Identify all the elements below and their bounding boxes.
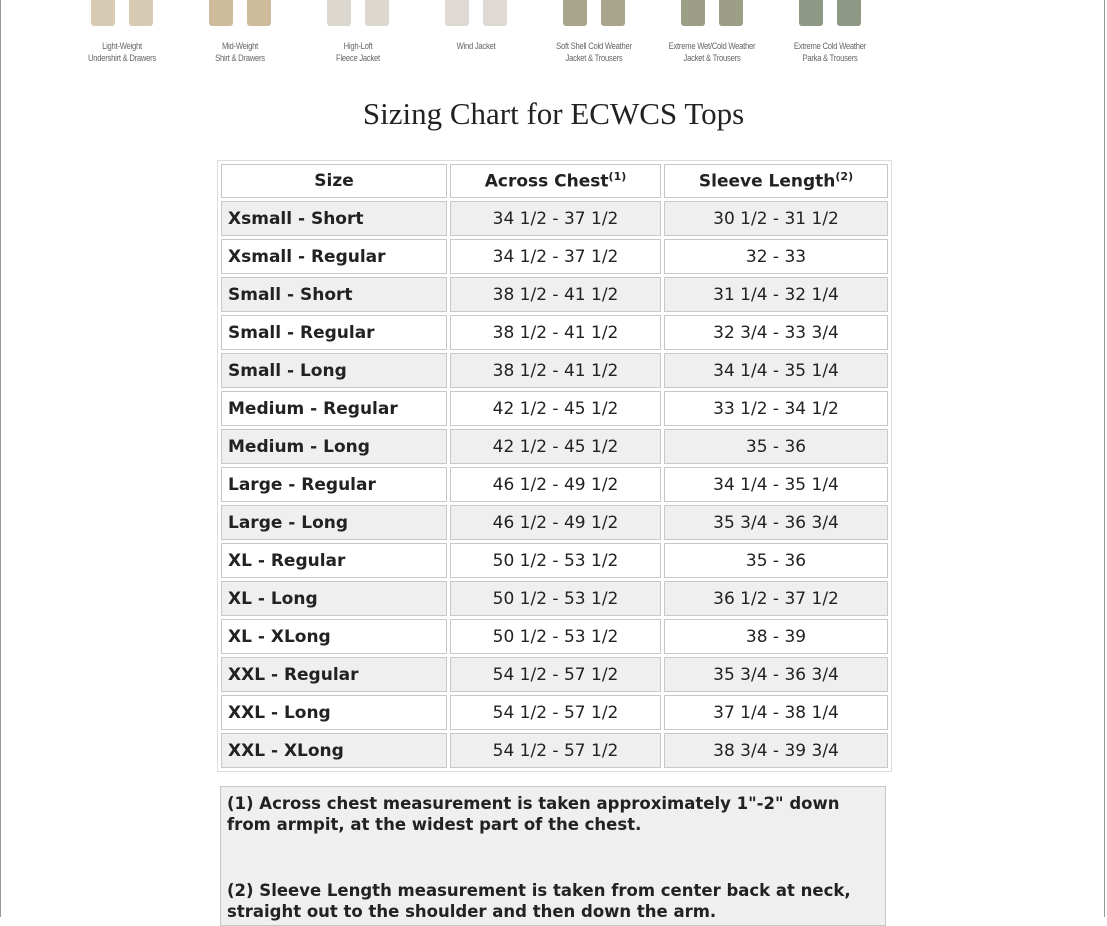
- table-row: [221, 429, 888, 464]
- garment-image: [417, 0, 535, 26]
- size-cell: Medium - Regular: [221, 391, 447, 426]
- chest-cell: 42 1/2 - 45 1/2: [450, 391, 661, 426]
- size-cell: Large - Long: [221, 505, 447, 540]
- table-row: [221, 353, 888, 388]
- size-cell: Small - Regular: [221, 315, 447, 350]
- garment-image: [63, 0, 181, 26]
- footnote-2: (2) Sleeve Length measurement is taken from center back at neck, straight out to the shoulder and then down the arm.: [227, 881, 851, 921]
- garment-caption: Wind Jacket: [456, 41, 496, 51]
- size-cell: XL - Regular: [221, 543, 447, 578]
- chest-cell: 54 1/2 - 57 1/2: [450, 733, 661, 768]
- garment-caption: Extreme Cold Weather Parka & Trousers: [793, 41, 867, 63]
- sleeve-cell: 35 3/4 - 36 3/4: [664, 505, 888, 540]
- chest-cell: 34 1/2 - 37 1/2: [450, 239, 661, 274]
- sleeve-cell: 35 - 36: [664, 429, 888, 464]
- chest-cell: 46 1/2 - 49 1/2: [450, 467, 661, 502]
- size-cell: XXL - Regular: [221, 657, 447, 692]
- sleeve-cell: 38 - 39: [664, 619, 888, 654]
- chest-cell: 50 1/2 - 53 1/2: [450, 543, 661, 578]
- chest-cell: 42 1/2 - 45 1/2: [450, 429, 661, 464]
- table-row: [221, 201, 888, 236]
- chest-cell: 38 1/2 - 41 1/2: [450, 353, 661, 388]
- size-cell: XXL - XLong: [221, 733, 447, 768]
- size-cell: Xsmall - Short: [221, 201, 447, 236]
- size-cell: Small - Short: [221, 277, 447, 312]
- chest-cell: 46 1/2 - 49 1/2: [450, 505, 661, 540]
- chest-cell: 50 1/2 - 53 1/2: [450, 619, 661, 654]
- garment-image: [299, 0, 417, 26]
- garment-image: [181, 0, 299, 26]
- garment-image: [535, 0, 653, 26]
- sleeve-cell: 31 1/4 - 32 1/4: [664, 277, 888, 312]
- garment-caption: Soft Shell Cold Weather Jacket & Trousers: [556, 41, 632, 63]
- table-row: [221, 277, 888, 312]
- garment-layers: [63, 0, 889, 64]
- table-row: [221, 467, 888, 502]
- sleeve-cell: 33 1/2 - 34 1/2: [664, 391, 888, 426]
- garment-caption: High-Loft Fleece Jacket: [336, 41, 380, 63]
- sleeve-cell: 34 1/4 - 35 1/4: [664, 467, 888, 502]
- garment-item: [417, 0, 535, 64]
- table-header-row: [221, 164, 888, 198]
- sleeve-cell: 32 3/4 - 33 3/4: [664, 315, 888, 350]
- page-title: Sizing Chart for ECWCS Tops: [362, 96, 745, 131]
- sleeve-cell: 30 1/2 - 31 1/2: [664, 201, 888, 236]
- size-cell: XL - Long: [221, 581, 447, 616]
- table-row: [221, 505, 888, 540]
- garment-image: [771, 0, 889, 26]
- garment-item: [181, 0, 299, 64]
- sleeve-cell: 37 1/4 - 38 1/4: [664, 695, 888, 730]
- garment-caption: Light-Weight Undershirt & Drawers: [87, 41, 157, 63]
- sleeve-cell: 35 3/4 - 36 3/4: [664, 657, 888, 692]
- sleeve-cell: 36 1/2 - 37 1/2: [664, 581, 888, 616]
- chest-cell: 38 1/2 - 41 1/2: [450, 277, 661, 312]
- sleeve-cell: 32 - 33: [664, 239, 888, 274]
- table-row: [221, 543, 888, 578]
- size-cell: Medium - Long: [221, 429, 447, 464]
- header-size: Size: [221, 164, 447, 198]
- garment-item: [299, 0, 417, 64]
- size-cell: Xsmall - Regular: [221, 239, 447, 274]
- table-row: [221, 239, 888, 274]
- table-row: [221, 619, 888, 654]
- table-row: [221, 657, 888, 692]
- chest-cell: 50 1/2 - 53 1/2: [450, 581, 661, 616]
- table-row: [221, 695, 888, 730]
- size-cell: XL - XLong: [221, 619, 447, 654]
- header-across-chest: Across Chest$^{(1)}$: [450, 164, 661, 198]
- sleeve-cell: 34 1/4 - 35 1/4: [664, 353, 888, 388]
- sizing-table: [217, 160, 892, 772]
- garment-caption: Mid-Weight Shirt & Drawers: [215, 41, 265, 63]
- header-sleeve-length: Sleeve Length$^{(2)}$: [664, 164, 888, 198]
- footnotes: [220, 786, 886, 926]
- size-cell: Large - Regular: [221, 467, 447, 502]
- size-cell: XXL - Long: [221, 695, 447, 730]
- table-row: [221, 581, 888, 616]
- chest-cell: 38 1/2 - 41 1/2: [450, 315, 661, 350]
- sleeve-cell: 35 - 36: [664, 543, 888, 578]
- sleeve-cell: 38 3/4 - 39 3/4: [664, 733, 888, 768]
- garment-item: [63, 0, 181, 64]
- chest-cell: 34 1/2 - 37 1/2: [450, 201, 661, 236]
- size-cell: Small - Long: [221, 353, 447, 388]
- table-row: [221, 733, 888, 768]
- chest-cell: 54 1/2 - 57 1/2: [450, 695, 661, 730]
- garment-image: [653, 0, 771, 26]
- garment-item: [653, 0, 771, 64]
- chest-cell: 54 1/2 - 57 1/2: [450, 657, 661, 692]
- garment-item: [771, 0, 889, 64]
- table-row: [221, 315, 888, 350]
- footnote-1: (1) Across chest measurement is taken approximately 1"-2" down from armpit, at the widest part of the chest.: [227, 794, 840, 834]
- table-row: [221, 391, 888, 426]
- garment-caption: Extreme Wet/Cold Weather Jacket & Trousers: [668, 41, 756, 63]
- garment-item: [535, 0, 653, 64]
